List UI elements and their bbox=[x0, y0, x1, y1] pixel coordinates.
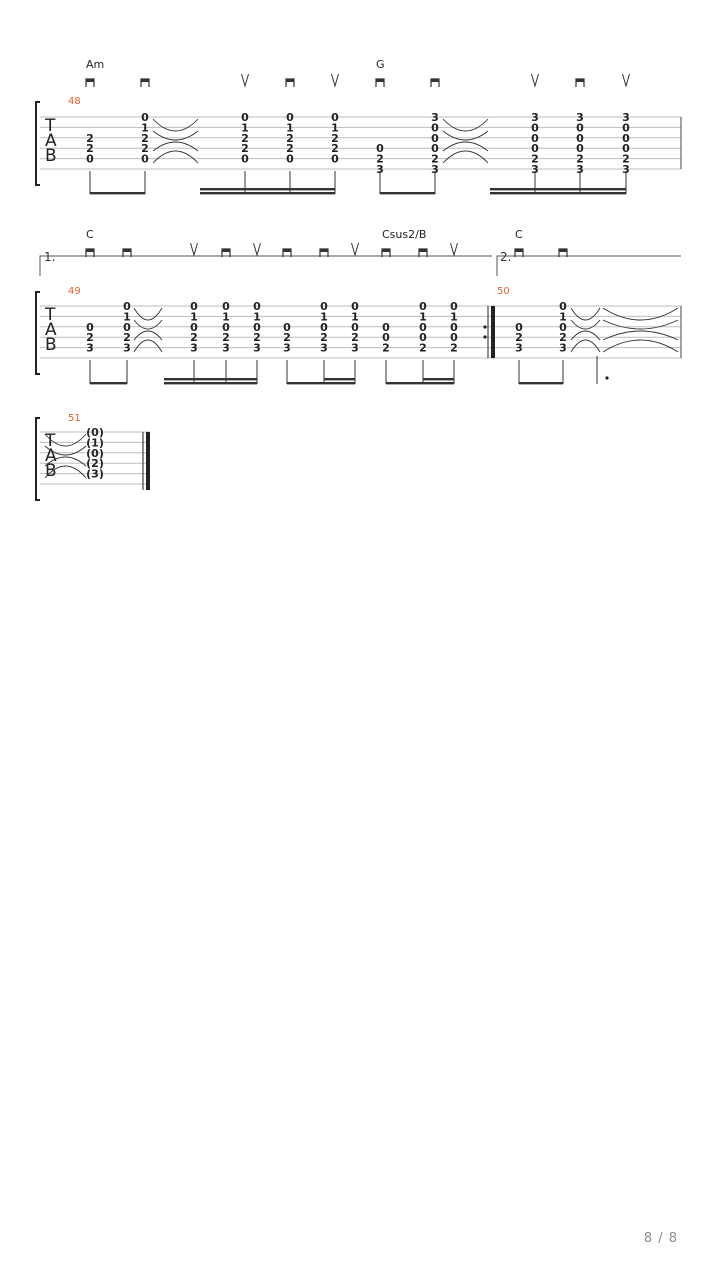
fret-number: 0 bbox=[431, 131, 439, 145]
fret-number: 1 bbox=[450, 310, 458, 324]
tie-arc bbox=[443, 131, 488, 140]
note-beam bbox=[519, 382, 563, 384]
note-beam bbox=[386, 382, 454, 384]
fret-number: 2 bbox=[241, 142, 249, 156]
repeat-dot bbox=[483, 325, 486, 328]
fret-number: 0 bbox=[431, 121, 439, 135]
fret-number: 2 bbox=[351, 331, 359, 345]
fret-number: 2 bbox=[376, 152, 384, 166]
note-beam bbox=[164, 378, 257, 380]
fret-number: 3 bbox=[531, 163, 539, 176]
fret-number: 3 bbox=[622, 163, 630, 176]
fret-number: 2 bbox=[86, 142, 94, 156]
fret-number: 3 bbox=[531, 111, 539, 124]
fret-number: 2 bbox=[382, 341, 390, 355]
fret-number: 3 bbox=[376, 163, 384, 176]
fret-number: 2 bbox=[331, 131, 339, 145]
tie-arc bbox=[134, 320, 162, 329]
fret-number: 0 bbox=[431, 142, 439, 156]
downstroke-mark bbox=[86, 79, 94, 82]
tab-letter-a: A bbox=[45, 320, 57, 340]
fret-number: 0 bbox=[241, 111, 249, 124]
fret-number: 2 bbox=[283, 331, 291, 345]
downstroke-mark bbox=[320, 249, 328, 252]
fret-number: 3 bbox=[431, 111, 439, 124]
fret-number: 1 bbox=[253, 310, 261, 324]
fret-number: 1 bbox=[222, 310, 230, 324]
downstroke-mark bbox=[419, 249, 427, 252]
final-barline bbox=[146, 432, 150, 490]
fret-number: 1 bbox=[141, 121, 149, 135]
fret-number: 1 bbox=[190, 310, 198, 324]
fret-number: 0 bbox=[622, 131, 630, 145]
fret-number: 0 bbox=[351, 300, 359, 313]
note-beam bbox=[90, 192, 145, 194]
downstroke-mark bbox=[123, 249, 131, 252]
tie-arc bbox=[153, 151, 198, 163]
fret-number: 0 bbox=[419, 320, 427, 334]
tie-arc bbox=[603, 308, 678, 320]
fret-number: 0 bbox=[376, 142, 384, 156]
fret-number: 3 bbox=[320, 341, 328, 355]
fret-number: 2 bbox=[450, 341, 458, 355]
note-beam bbox=[164, 382, 257, 384]
fret-number: 2 bbox=[286, 131, 294, 145]
volta-label: 2. bbox=[500, 250, 512, 264]
fret-number: 2 bbox=[222, 331, 230, 345]
fret-number: 0 bbox=[331, 152, 339, 166]
note-beam bbox=[380, 192, 435, 194]
fret-number: 2 bbox=[253, 331, 261, 345]
fret-number: 3 bbox=[190, 341, 198, 355]
page-number: 8 / 8 bbox=[643, 1231, 678, 1246]
tie-arc bbox=[571, 331, 600, 340]
fret-number: 0 bbox=[531, 121, 539, 135]
chord-symbol: Csus2/B bbox=[382, 228, 427, 241]
fret-number: 0 bbox=[86, 152, 94, 166]
fret-number: 0 bbox=[141, 111, 149, 124]
upstroke-mark bbox=[254, 243, 261, 255]
upstroke-mark bbox=[532, 74, 539, 86]
fret-number: 3 bbox=[283, 341, 291, 355]
fret-number: (1) bbox=[86, 436, 104, 450]
fret-number: 3 bbox=[622, 111, 630, 124]
downstroke-mark bbox=[283, 249, 291, 252]
fret-number: 2 bbox=[141, 142, 149, 156]
tie-arc bbox=[571, 340, 600, 352]
fret-number: 0 bbox=[222, 320, 230, 334]
fret-number: 2 bbox=[622, 152, 630, 166]
fret-number: 2 bbox=[86, 131, 94, 145]
upstroke-mark bbox=[623, 74, 630, 86]
fret-number: 1 bbox=[419, 310, 427, 324]
note-beam bbox=[423, 378, 454, 380]
fret-number: 0 bbox=[559, 320, 567, 334]
upstroke-mark bbox=[332, 74, 339, 86]
tab-letter-t: T bbox=[45, 431, 56, 451]
tie-arc bbox=[603, 340, 678, 352]
tie-arc bbox=[443, 151, 488, 163]
downstroke-mark bbox=[141, 79, 149, 82]
upstroke-mark bbox=[451, 243, 458, 255]
fret-number: 0 bbox=[382, 331, 390, 345]
fret-number: 2 bbox=[531, 152, 539, 166]
fret-number: 1 bbox=[351, 310, 359, 324]
fret-number: 0 bbox=[141, 152, 149, 166]
note-beam bbox=[490, 192, 626, 194]
tie-arc bbox=[603, 331, 678, 340]
tie-arc bbox=[443, 142, 488, 151]
volta-bracket bbox=[40, 256, 492, 276]
fret-number: 2 bbox=[419, 341, 427, 355]
note-beam bbox=[490, 188, 626, 190]
fret-number: 0 bbox=[253, 320, 261, 334]
fret-number: 2 bbox=[123, 331, 131, 345]
tab-letter-b: B bbox=[45, 335, 57, 355]
tie-arc bbox=[134, 331, 162, 340]
fret-number: 2 bbox=[320, 331, 328, 345]
fret-number: 2 bbox=[241, 131, 249, 145]
fret-number: 3 bbox=[351, 341, 359, 355]
fret-number: 1 bbox=[241, 121, 249, 135]
chord-symbol: G bbox=[376, 58, 385, 71]
fret-number: 0 bbox=[123, 300, 131, 313]
downstroke-mark bbox=[382, 249, 390, 252]
fret-number: 0 bbox=[419, 331, 427, 345]
fret-number: 0 bbox=[622, 121, 630, 135]
fret-number: 0 bbox=[576, 121, 584, 135]
measure-number: 49 bbox=[68, 286, 81, 297]
fret-number: 0 bbox=[576, 142, 584, 156]
note-beam bbox=[324, 378, 355, 380]
tie-arc bbox=[134, 340, 162, 352]
tie-arc bbox=[571, 308, 600, 320]
fret-number: 3 bbox=[576, 111, 584, 124]
tab-letter-t: T bbox=[45, 305, 56, 325]
fret-number: 3 bbox=[222, 341, 230, 355]
fret-number: 1 bbox=[123, 310, 131, 324]
tie-arc bbox=[443, 119, 488, 131]
fret-number: 0 bbox=[382, 320, 390, 334]
fret-number: 2 bbox=[431, 152, 439, 166]
fret-number: 2 bbox=[576, 152, 584, 166]
system-bracket bbox=[36, 102, 40, 185]
tab-letter-t: T bbox=[45, 116, 56, 136]
fret-number: 0 bbox=[190, 300, 198, 313]
downstroke-mark bbox=[576, 79, 584, 82]
downstroke-mark bbox=[376, 79, 384, 82]
measure-number: 50 bbox=[497, 286, 510, 297]
tie-arc bbox=[571, 320, 600, 329]
fret-number: 3 bbox=[576, 163, 584, 176]
repeat-barline bbox=[491, 306, 495, 358]
fret-number: 3 bbox=[515, 341, 523, 355]
fret-number: 0 bbox=[419, 300, 427, 313]
fret-number: 0 bbox=[450, 300, 458, 313]
fret-number: 0 bbox=[331, 111, 339, 124]
tie-arc bbox=[603, 320, 678, 329]
fret-number: 0 bbox=[622, 142, 630, 156]
downstroke-mark bbox=[515, 249, 523, 252]
repeat-dot bbox=[483, 335, 486, 338]
fret-number: 0 bbox=[241, 152, 249, 166]
upstroke-mark bbox=[242, 74, 249, 86]
fret-number: 0 bbox=[286, 111, 294, 124]
fret-number: 3 bbox=[253, 341, 261, 355]
fret-number: 2 bbox=[141, 131, 149, 145]
upstroke-mark bbox=[191, 243, 198, 255]
note-beam bbox=[200, 188, 335, 190]
fret-number: 0 bbox=[450, 320, 458, 334]
fret-number: 1 bbox=[286, 121, 294, 135]
downstroke-mark bbox=[86, 249, 94, 252]
fret-number: 0 bbox=[515, 320, 523, 334]
tie-arc bbox=[153, 119, 198, 131]
upstroke-mark bbox=[352, 243, 359, 255]
chord-symbol: Am bbox=[86, 58, 105, 71]
fret-number: 3 bbox=[123, 341, 131, 355]
fret-number: 0 bbox=[531, 142, 539, 156]
system-bracket bbox=[36, 292, 40, 374]
tab-letter-b: B bbox=[45, 461, 57, 481]
downstroke-mark bbox=[286, 79, 294, 82]
fret-number: 0 bbox=[222, 300, 230, 313]
downstroke-mark bbox=[222, 249, 230, 252]
fret-number: 0 bbox=[351, 320, 359, 334]
tab-letter-a: A bbox=[45, 131, 57, 151]
tab-letter-a: A bbox=[45, 446, 57, 466]
volta-bracket bbox=[497, 256, 681, 276]
fret-number: 0 bbox=[450, 331, 458, 345]
volta-label: 1. bbox=[44, 250, 56, 264]
rhythm-dot bbox=[605, 376, 608, 379]
fret-number: (3) bbox=[86, 467, 104, 481]
fret-number: 2 bbox=[286, 142, 294, 156]
fret-number: 0 bbox=[531, 131, 539, 145]
fret-number: 3 bbox=[431, 163, 439, 176]
fret-number: 2 bbox=[331, 142, 339, 156]
fret-number: 0 bbox=[576, 131, 584, 145]
note-beam bbox=[287, 382, 355, 384]
fret-number: 1 bbox=[331, 121, 339, 135]
measure-number: 48 bbox=[68, 96, 81, 107]
downstroke-mark bbox=[431, 79, 439, 82]
fret-number: 2 bbox=[190, 331, 198, 345]
fret-number: (2) bbox=[86, 457, 104, 471]
system-bracket bbox=[36, 418, 40, 500]
note-beam bbox=[90, 382, 127, 384]
fret-number: 3 bbox=[86, 341, 94, 355]
fret-number: 0 bbox=[123, 320, 131, 334]
tie-arc bbox=[153, 131, 198, 140]
downstroke-mark bbox=[559, 249, 567, 252]
fret-number: (0) bbox=[86, 446, 104, 460]
fret-number: 0 bbox=[283, 320, 291, 334]
fret-number: 0 bbox=[253, 300, 261, 313]
note-beam bbox=[200, 192, 335, 194]
fret-number: 0 bbox=[320, 320, 328, 334]
fret-number: 0 bbox=[320, 300, 328, 313]
fret-number: 0 bbox=[190, 320, 198, 334]
tie-arc bbox=[134, 308, 162, 320]
fret-number: 2 bbox=[559, 331, 567, 345]
tab-letter-b: B bbox=[45, 146, 57, 166]
fret-number: 1 bbox=[559, 310, 567, 324]
fret-number: 1 bbox=[320, 310, 328, 324]
chord-symbol: C bbox=[86, 228, 94, 241]
fret-number: 2 bbox=[515, 331, 523, 345]
measure-number: 51 bbox=[68, 413, 81, 424]
fret-number: 3 bbox=[559, 341, 567, 355]
fret-number: 0 bbox=[286, 152, 294, 166]
fret-number: 2 bbox=[86, 331, 94, 345]
fret-number: (0) bbox=[86, 426, 104, 439]
fret-number: 0 bbox=[559, 300, 567, 313]
fret-number: 0 bbox=[86, 320, 94, 334]
tie-arc bbox=[153, 142, 198, 151]
chord-symbol: C bbox=[515, 228, 523, 241]
